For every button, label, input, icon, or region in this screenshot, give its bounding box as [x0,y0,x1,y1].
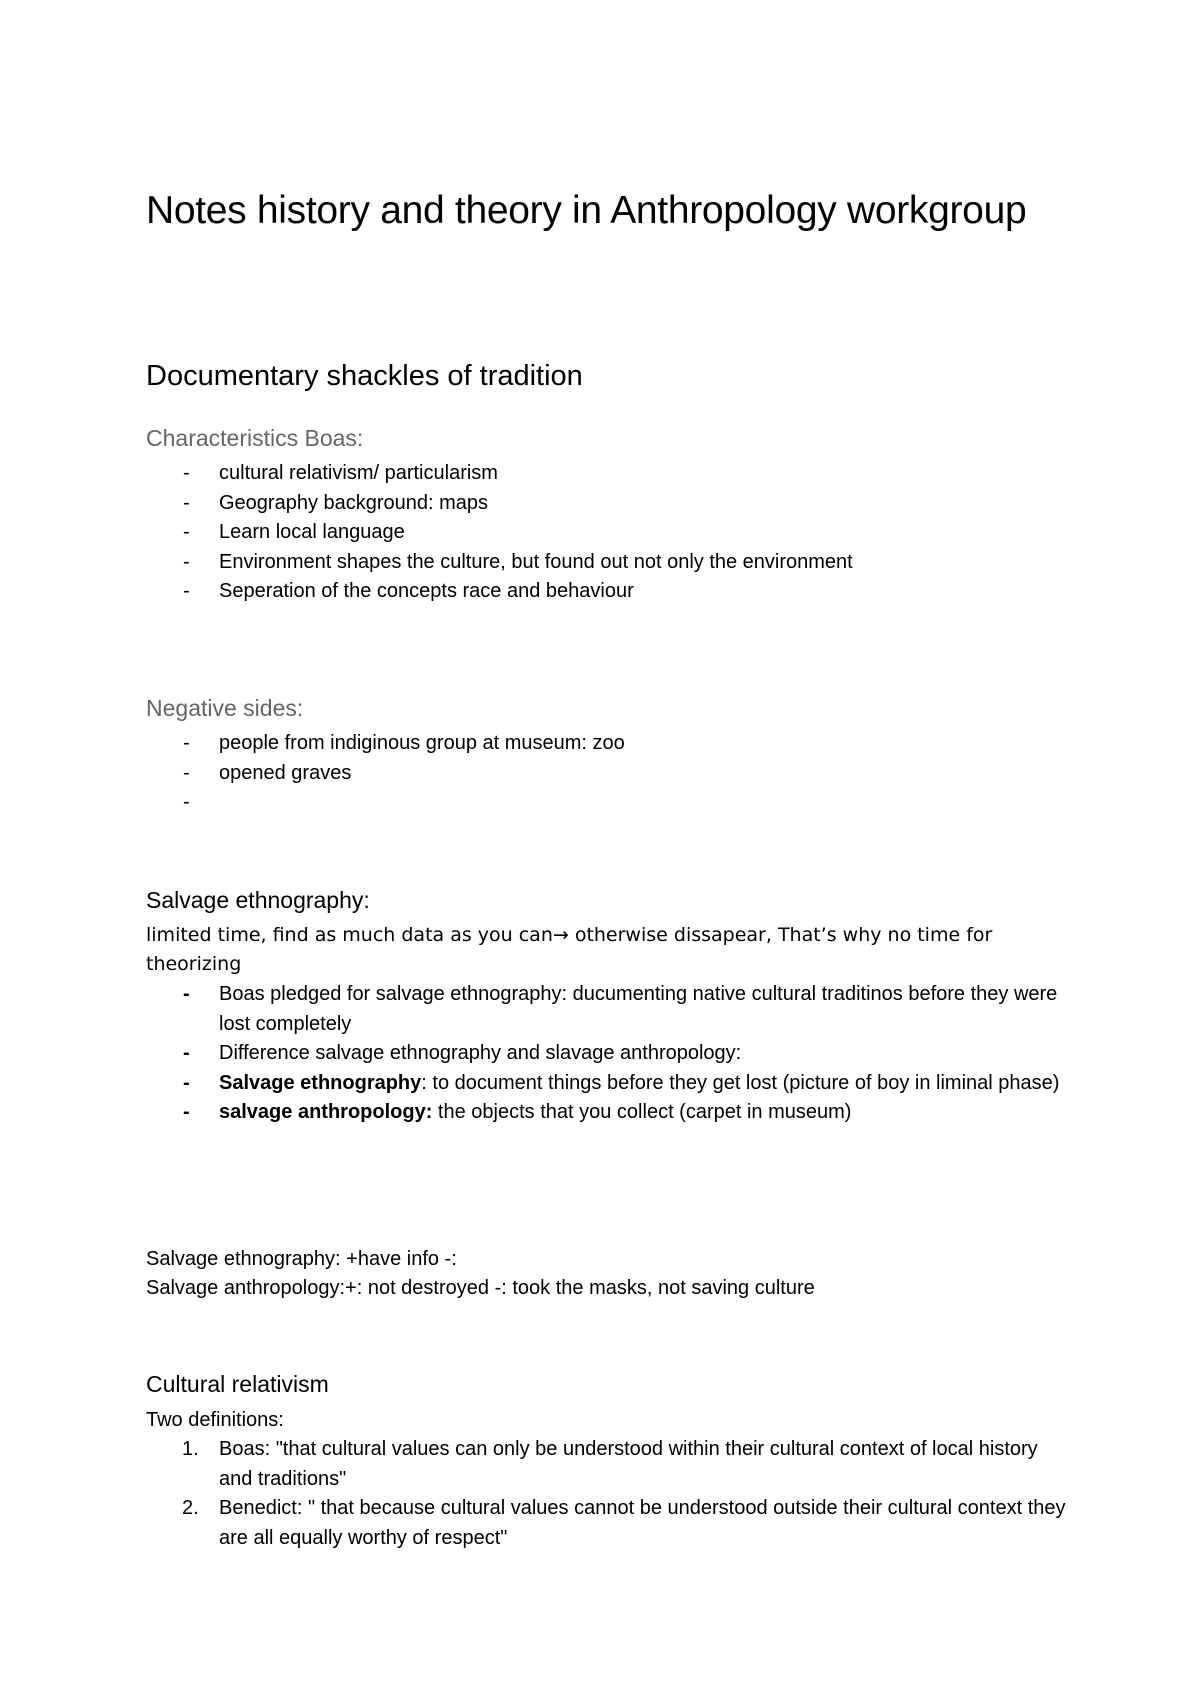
bullet-dash: - [183,1071,190,1094]
negative-sides-label: Negative sides: [146,695,304,721]
definitions-list [146,1435,1066,1553]
bullet-dash: - [183,580,190,602]
list-item [146,788,1066,818]
characteristics-list [146,459,1066,607]
bullet-dash: - [183,462,190,484]
list-item: - cultural relativism/ particularism [146,459,1066,489]
salvage-summary-line-1: Salvage ethnography: +have info -: [146,1248,457,1270]
list-item: 2. Benedict: " that because cultural values cannot be understood outside their cultural context they are all equally worthy of respect" [146,1494,1066,1553]
salvage-bullets-list [146,980,1066,1128]
list-item: - opened graves [146,759,1066,789]
list-item: - Difference salvage ethnography and slavage anthropology: [146,1039,1066,1069]
list-item: - people from indiginous group at museum: zoo [146,729,1066,759]
cultural-relativism-intro: Two definitions: [146,1409,284,1431]
negative-sides-list [146,729,1066,818]
section-heading-documentary-shackles: Documentary shackles of tradition [146,360,583,392]
bullet-dash: - [183,983,190,1005]
list-item: - Boas pledged for salvage ethnography: ducumenting native cultural traditinos before they were lost completely [146,980,1066,1039]
salvage-summary-line-2: Salvage anthropology:+: not destroyed -: took the masks, not saving culture [146,1277,815,1299]
list-item: - Learn local language [146,518,1066,548]
list-item: - Seperation of the concepts race and behaviour [146,577,1066,607]
list-item: 1. Boas: "that cultural values can only be understood within their cultural context of local history and traditions" [146,1435,1066,1494]
bullet-dash: - [183,550,190,573]
list-number: 1. [182,1438,199,1460]
bullet-dash: - [183,1042,190,1064]
list-item: - Geography background: maps [146,489,1066,519]
bullet-dash: - [183,732,190,754]
list-item: - salvage anthropology: the objects that you collect (carpet in museum) [146,1098,1066,1128]
section-heading-cultural-relativism: Cultural relativism [146,1371,329,1397]
bullet-dash: - [183,791,190,813]
list-item: - Salvage ethnography: to document things before they get lost (picture of boy in liminal phase) [146,1069,1066,1099]
salvage-intro-text: limited time, find as much data as you can→ otherwise dissapear, That’s why no time for theorizing [146,924,993,975]
list-number: 2. [182,1497,199,1519]
bullet-dash: - [183,521,190,543]
characteristics-label: Characteristics Boas: [146,425,364,451]
list-item: - Environment shapes the culture, but found out not only the environment [146,548,1066,578]
document-title: Notes history and theory in Anthropology workgroup [146,189,1027,232]
bullet-dash: - [183,491,190,514]
section-heading-salvage-ethnography: Salvage ethnography: [146,887,370,913]
bullet-dash: - [183,761,190,784]
bullet-dash: - [183,1101,190,1123]
